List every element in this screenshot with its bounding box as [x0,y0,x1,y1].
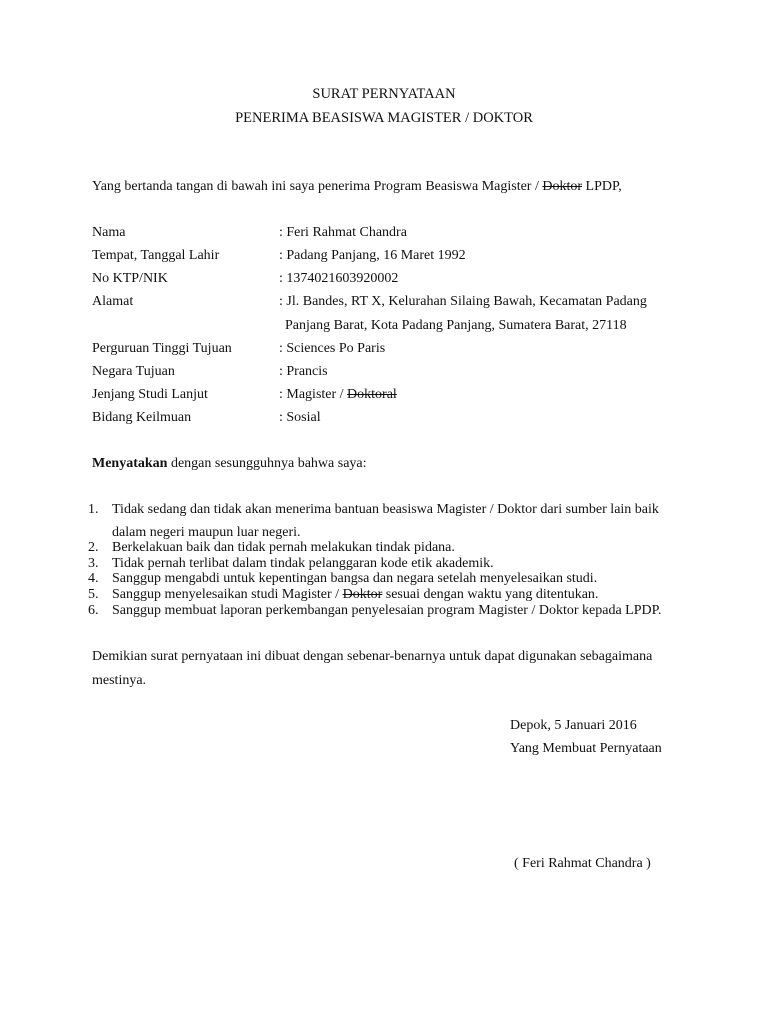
list-text-struck: Doktor [342,587,383,602]
list-text: Tidak pernah terlibat dalam tindak pelanggaran kode etik akademik. [112,556,494,571]
list-number: 3. [88,556,99,571]
field-label: Negara Tujuan [92,364,175,379]
intro-text-end: LPDP, [582,179,622,194]
field-label: Jenjang Studi Lanjut [92,387,208,402]
signature-place-date: Depok, 5 Januari 2016 [510,718,637,733]
list-text: Tidak sedang dan tidak akan menerima bantuan beasiswa Magister / Doktor dari sumber lain baik [112,502,659,517]
field-value: : Sosial [279,410,321,425]
list-number: 6. [88,603,99,618]
list-text [112,587,598,603]
field-label: Bidang Keilmuan [92,410,192,425]
intro-paragraph [92,179,622,195]
closing-line-1: Demikian surat pernyataan ini dibuat dengan sebenar-benarnya untuk dapat digunakan sebagaimana [92,649,653,664]
intro-text: Yang bertanda tangan di bawah ini saya penerima Program Beasiswa Magister / [92,179,543,194]
field-value-text: : Magister / [279,387,348,402]
field-value-struck: Doktoral [347,387,397,402]
field-value: : Padang Panjang, 16 Maret 1992 [279,248,466,263]
list-number: 2. [88,540,99,555]
field-label: No KTP/NIK [92,271,168,286]
list-text: Sanggup mengabdi untuk kepentingan bangsa dan negara setelah menyelesaikan studi. [112,571,598,586]
field-label: Perguruan Tinggi Tujuan [92,341,232,356]
field-label: Tempat, Tanggal Lahir [92,248,220,263]
closing-line-2: mestinya. [92,673,147,688]
field-value [279,387,397,403]
signature-name: ( Feri Rahmat Chandra ) [514,856,651,871]
list-text: dalam negeri maupun luar negeri. [112,525,301,540]
intro-struck-word: Doktor [542,179,583,194]
statement-line [92,456,367,472]
field-value: : Jl. Bandes, RT X, Kelurahan Silaing Bawah, Kecamatan Padang [279,294,647,309]
field-label: Alamat [92,294,134,309]
signature-role: Yang Membuat Pernyataan [510,741,662,756]
field-value: : Prancis [279,364,328,379]
list-text-part: Sanggup menyelesaikan studi Magister / [112,587,343,602]
statement-text: dengan sesungguhnya bahwa saya: [167,456,367,471]
list-number: 1. [88,502,99,517]
field-label: Nama [92,225,126,240]
list-number: 4. [88,571,99,586]
list-text: Berkelakuan baik dan tidak pernah melakukan tindak pidana. [112,540,455,555]
field-value: : 1374021603920002 [279,271,399,286]
list-text: Sanggup membuat laporan perkembangan penyelesaian program Magister / Doktor kepada LPDP. [112,603,662,618]
list-number: 5. [88,587,99,602]
document-title: SURAT PERNYATAAN [312,86,456,102]
statement-bold: Menyatakan [92,456,168,471]
document-subtitle: PENERIMA BEASISWA MAGISTER / DOKTOR [235,110,533,126]
list-text-part: sesuai dengan waktu yang ditentukan. [382,587,599,602]
field-value: : Sciences Po Paris [279,341,386,356]
field-value-continued: Panjang Barat, Kota Padang Panjang, Sumatera Barat, 27118 [285,318,627,333]
field-value: : Feri Rahmat Chandra [279,225,407,240]
